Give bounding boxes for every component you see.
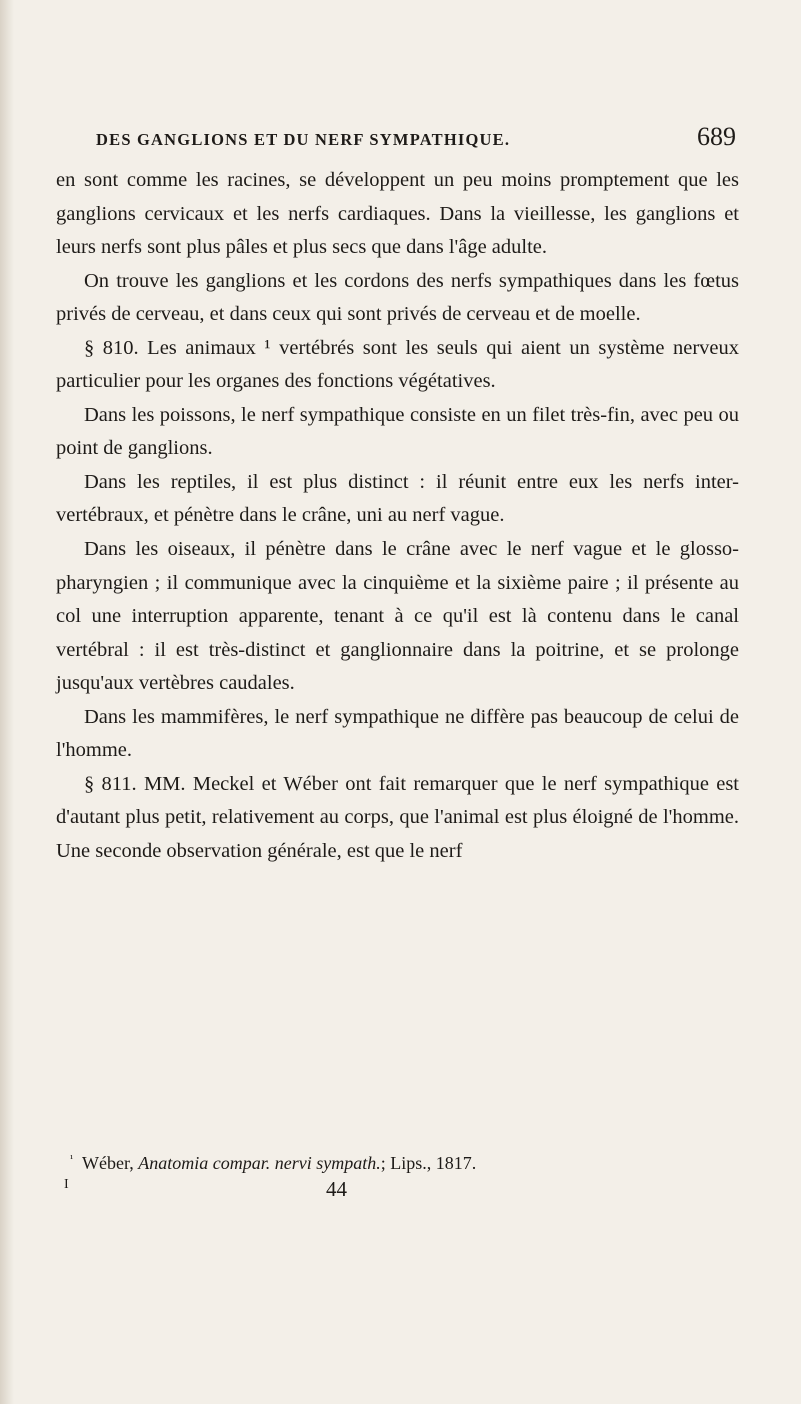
paragraph-poissons: Dans les poissons, le nerf sympathique consiste en un filet très-fin, avec peu ou point de ganglions. — [56, 403, 739, 460]
running-head — [96, 122, 736, 158]
paragraph-oiseaux: Dans les oiseaux, il pénètre dans le crâne avec le nerf vague et le glosso-pharyngien ; il communique avec la cinquième et la sixième paire ; il présente au col une interruption apparente, tenant à ce qu'il est là contenu dans le canal vertébral : il est très-distinct et ganglionnaire dans la poitrine, et se prolonge jusqu'aux vertèbres caudales. — [56, 538, 739, 695]
footnote-title: Anatomia compar. nervi sympath. — [138, 1153, 381, 1173]
footnote-line — [56, 1150, 739, 1176]
body-text — [56, 164, 739, 868]
page-gutter-shadow — [0, 0, 14, 1404]
paragraph-section-810: § 810. Les animaux ¹ vertébrés sont les seuls qui aient un système nerveux particulier pour les organes des fonctions végétatives. — [56, 336, 739, 393]
paragraph-reptiles: Dans les reptiles, il est plus distinct : il réunit entre eux les nerfs inter-vertébraux, et pénètre dans le crâne, uni au nerf vague. — [56, 470, 739, 527]
paragraph-section-811: § 811. MM. Meckel et Wéber ont fait remarquer que le nerf sympathique est d'autant plus petit, relativement au corps, que l'animal est plus éloigné de l'homme. Une seconde observation générale, est que le nerf — [56, 772, 739, 862]
signature-label: 44 — [326, 1177, 347, 1201]
footnote — [56, 1150, 739, 1176]
signature-row — [56, 1177, 739, 1207]
signature-mark: I — [64, 1177, 69, 1192]
running-title: DES GANGLIONS ET DU NERF SYMPATHIQUE. — [96, 130, 511, 149]
page-number: 689 — [697, 122, 736, 151]
footnote-marker: ¹ — [70, 1153, 74, 1165]
paragraph-continued: en sont comme les racines, se développent un peu moins promptement que les ganglions cervicaux et les nerfs cardiaques. Dans la vieillesse, les ganglions et leurs nerfs sont plus pâles et plus secs que dans l'âge adulte. — [56, 169, 739, 259]
footnote-rest: ; Lips., 1817. — [380, 1153, 477, 1173]
paragraph-foetus: On trouve les ganglions et les cordons des nerfs sympathiques dans les fœtus privés de cerveau, et dans ceux qui sont privés de cerveau et de moelle. — [56, 269, 739, 326]
footnote-author: Wéber, — [82, 1153, 134, 1173]
paragraph-mammiferes: Dans les mammifères, le nerf sympathique ne diffère pas beaucoup de celui de l'homme. — [56, 705, 739, 762]
